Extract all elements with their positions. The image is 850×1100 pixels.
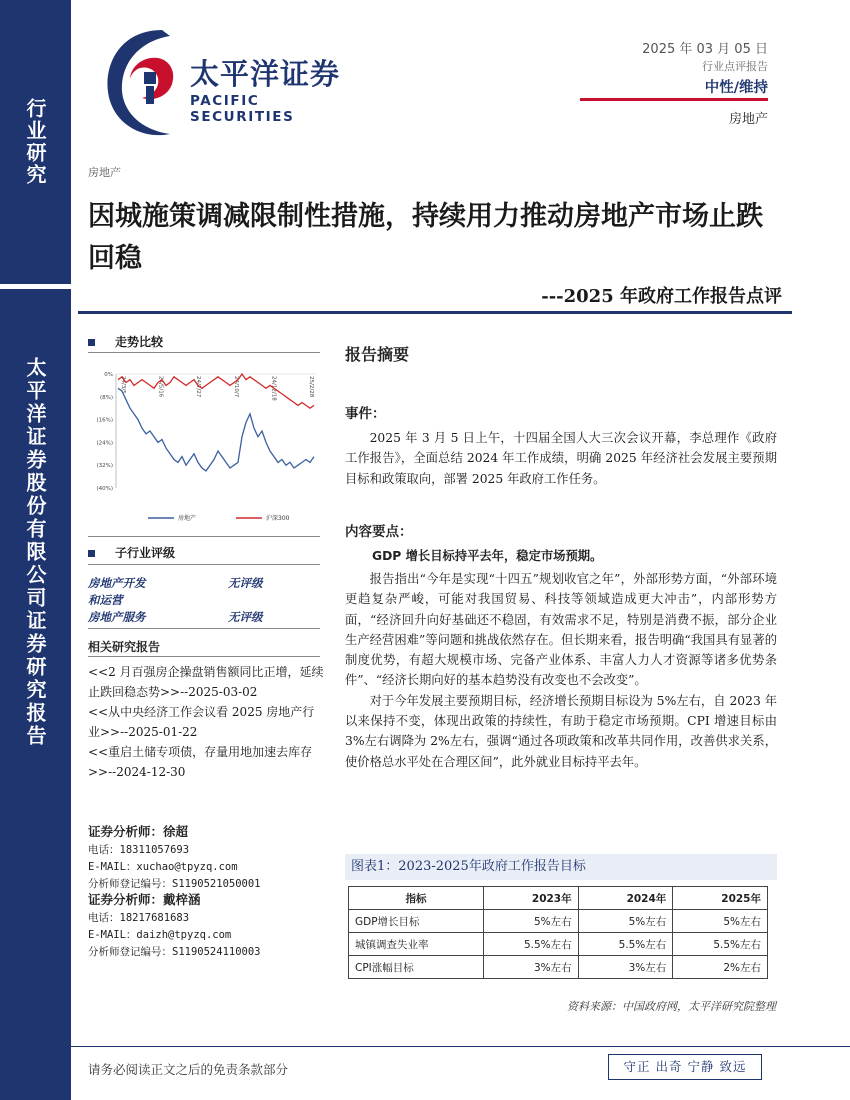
footer-disclaimer[interactable]: 请务必阅读正文之后的免责条款部分 xyxy=(88,1062,289,1077)
sidebar-top xyxy=(0,0,71,284)
divider xyxy=(88,352,320,353)
rating: 中性/维持 xyxy=(704,80,768,96)
trend-chart xyxy=(88,362,328,532)
legend-label: 房地产 xyxy=(178,515,197,522)
analyst-name: 证券分析师：戴梓涵 xyxy=(88,892,201,907)
y-tick-label: (40%) xyxy=(96,486,113,492)
related-list xyxy=(88,662,324,782)
trend-heading xyxy=(88,333,320,350)
table-cell: 5%左右 xyxy=(483,910,578,933)
key-body xyxy=(345,569,777,772)
square-bullet-icon xyxy=(88,550,95,557)
x-tick-label: 24/3/5 xyxy=(120,376,126,394)
table-cell: CPI涨幅目标 xyxy=(349,956,484,979)
event-paragraph: 2025 年 3 月 5 日上午，十四届全国人大三次会议开幕，李总理作《政府工作报告》，全面总结 2024 年工作成绩，明确 2025 年经济社会发展主要预期目标和政策取向，部署 2025 年政府工作任务。 xyxy=(345,431,777,486)
x-tick-label: 25/2/28 xyxy=(308,376,314,398)
series-line-0 xyxy=(118,388,314,471)
industry-name: 房地产服务 xyxy=(88,610,146,624)
divider xyxy=(88,628,320,629)
analyst-phone: 电话：18311057693 xyxy=(88,844,190,856)
related-link[interactable]: <<从中央经济工作会议看 2025 房地产行业>>--2025-01-22 xyxy=(88,705,315,739)
table-header: 2023年 xyxy=(483,887,578,910)
industry-name: 和运营 xyxy=(88,593,123,607)
industry-rating: 无评级 xyxy=(228,610,263,624)
table-cell: 5%左右 xyxy=(673,910,768,933)
trend-chart-svg xyxy=(88,362,328,532)
y-tick-label: (24%) xyxy=(96,440,113,447)
table-cell: 3%左右 xyxy=(483,956,578,979)
x-tick-label: 24/12/18 xyxy=(270,376,277,401)
x-tick-label: 24/7/27 xyxy=(195,376,202,398)
title-rule xyxy=(78,311,792,314)
logo-english: PACIFIC SECURITIES xyxy=(190,93,295,125)
table-header-row xyxy=(349,887,768,910)
abstract-title: 报告摘要 xyxy=(345,345,410,364)
divider xyxy=(88,564,320,565)
report-date: 2025 年 03 月 05 日 xyxy=(642,42,768,57)
related-link[interactable]: <<重启土储专项债，存量用地加速去库存>>--2024-12-30 xyxy=(88,745,313,779)
logo-emblem-icon xyxy=(100,22,190,142)
analyst-reg: 分析师登记编号：S1190524110003 xyxy=(88,946,261,958)
key-point-bold: GDP 增长目标持平去年，稳定市场预期。 xyxy=(372,549,603,563)
industry-name: 房地产开发 xyxy=(88,576,146,590)
event-body xyxy=(345,428,777,489)
table-cell: GDP增长目标 xyxy=(349,910,484,933)
industry-heading xyxy=(88,544,320,561)
table-cell: 5.5%左右 xyxy=(578,933,673,956)
related-link[interactable]: <<2 月百强房企操盘销售额同比正增，延续止跌回稳态势>>--2025-03-02 xyxy=(88,665,324,699)
analyst-reg: 分析师登记编号：S1190521050001 xyxy=(88,878,261,890)
table-row xyxy=(349,933,768,956)
report-title: 因城施策调减限制性措施，持续用力推动房地产市场止跌回稳 xyxy=(88,201,763,274)
event-heading: 事件： xyxy=(345,406,386,422)
report-subtitle: ---2025 年政府工作报告点评 xyxy=(541,286,782,307)
table-header: 2024年 xyxy=(578,887,673,910)
targets-table xyxy=(348,886,768,979)
industry-rating: 无评级 xyxy=(228,576,263,590)
table-header: 2025年 xyxy=(673,887,768,910)
header-divider xyxy=(580,98,768,101)
divider xyxy=(88,536,320,537)
table-row xyxy=(349,956,768,979)
category-label: 房地产 xyxy=(88,166,121,179)
trend-title: 走势比较 xyxy=(115,335,164,349)
industry-row xyxy=(88,575,320,591)
table-cell: 3%左右 xyxy=(578,956,673,979)
table-cell: 5.5%左右 xyxy=(673,933,768,956)
table-row xyxy=(349,910,768,933)
legend-label: 沪深300 xyxy=(266,515,290,522)
square-bullet-icon xyxy=(88,339,95,346)
table-title: 图表1：2023-2025年政府工作报告目标 xyxy=(345,854,777,880)
logo-chinese: 太平洋证券 xyxy=(190,57,341,91)
table-header: 指标 xyxy=(349,887,484,910)
analyst-block xyxy=(88,890,324,961)
y-tick-label: (8%) xyxy=(99,394,113,401)
analyst-email[interactable]: E-MAIL：daizh@tpyzq.com xyxy=(88,929,232,941)
key-paragraph: 对于今年发展主要预期目标，经济增长预期目标设为 5%左右，自 2023 年以来保持不变，体现出政策的持续性，有助于稳定市场预期。CPI 增速目标由 3%左右调降为 2%左右，强调“通过各项政策和改革共同作用，改善供求关系，使价格总水平处在合理区间”，此外就业目标持平去年。 xyxy=(345,693,777,769)
report-type: 行业点评报告 xyxy=(702,60,768,73)
series-line-1 xyxy=(118,374,314,408)
related-title: 相关研究报告 xyxy=(88,640,161,654)
sidebar-bottom xyxy=(0,289,71,1100)
table-cell: 城镇调查失业率 xyxy=(349,933,484,956)
table-cell: 2%左右 xyxy=(673,956,768,979)
key-points-heading: 内容要点： xyxy=(345,524,413,540)
analyst-name: 证券分析师：徐超 xyxy=(88,824,189,839)
x-tick-label: 24/10/7 xyxy=(232,376,239,398)
table-cell: 5.5%左右 xyxy=(483,933,578,956)
company-logo xyxy=(100,22,370,142)
key-paragraph: 报告指出“今年是实现“十四五”规划收官之年”，外部形势方面，“外部环境更趋复杂严峻，可能对我国贸易、科技等领域造成更大冲击”，内部形势方面，“经济回升向好基础还不稳固，有效需求不足，特别是消费不振，部分企业生产经营困难”等问题和挑战依然存在。但长期来看，报告明确“我国具有显著的制度优势，有超大规模市场、完备产业体系、丰富人力人才资源等诸多优势条件”、“经济长期向好的基本趋势没有改变也不会改变”。 xyxy=(345,572,777,688)
divider xyxy=(88,656,320,657)
industry-title: 子行业评级 xyxy=(115,546,176,560)
y-tick-label: 0% xyxy=(104,372,113,378)
footer-rule xyxy=(71,1046,850,1047)
footer-motto: 守正 出奇 宁静 致远 xyxy=(608,1054,762,1080)
sidebar-bottom-text: 太平洋证券股份有限公司证券研究报告 xyxy=(23,357,47,748)
industry-row xyxy=(88,592,320,608)
analyst-phone: 电话：18217681683 xyxy=(88,912,190,924)
analyst-email[interactable]: E-MAIL：xuchao@tpyzq.com xyxy=(88,861,238,873)
x-tick-label: 24/5/16 xyxy=(157,376,164,398)
table-cell: 5%左右 xyxy=(578,910,673,933)
y-tick-label: (16%) xyxy=(96,417,113,424)
analyst-block xyxy=(88,822,324,893)
industry-row xyxy=(88,609,320,625)
sidebar-top-text: 行业研究 xyxy=(23,98,47,186)
y-tick-label: (32%) xyxy=(96,463,113,470)
sector: 房地产 xyxy=(728,112,768,127)
table-source: 资料来源：中国政府网，太平洋研究院整理 xyxy=(567,1000,776,1013)
